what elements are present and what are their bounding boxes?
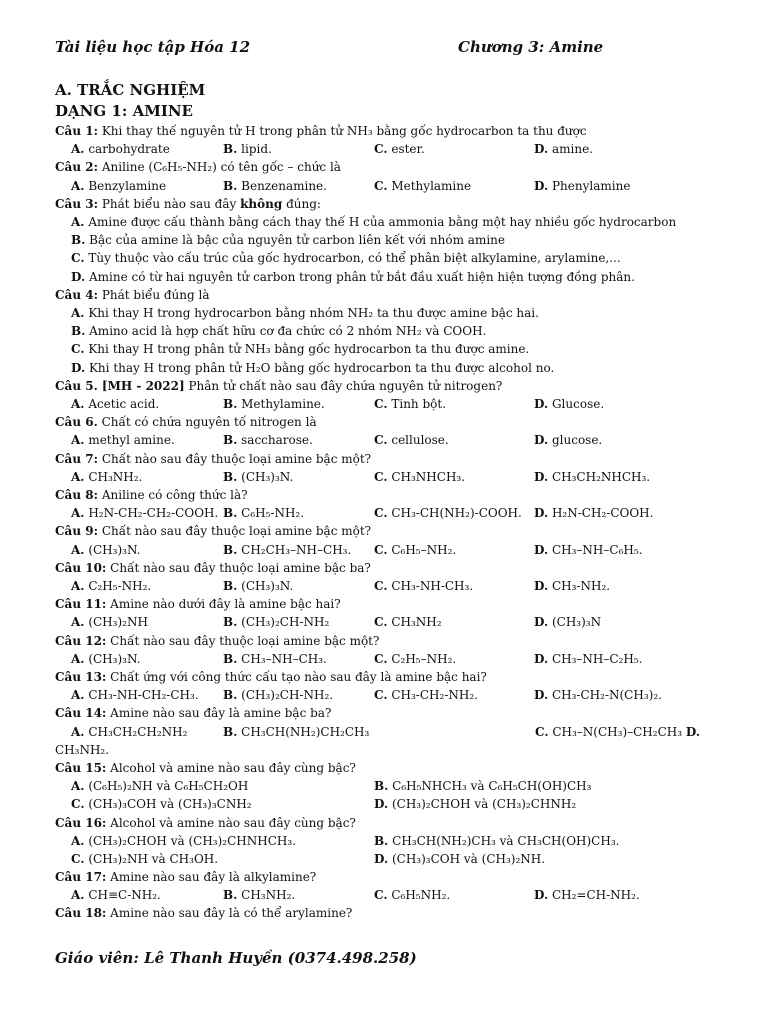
question-stem: [55, 814, 735, 832]
option: [374, 777, 591, 795]
option-text: Phenylamine: [548, 178, 631, 193]
option-text: Amino acid là hợp chất hữu cơ đa chức có 2 nhóm NH₂ và COOH.: [85, 324, 487, 339]
options-row: [55, 832, 735, 850]
option-text: Tinh bột.: [387, 397, 447, 412]
option-text: cellulose.: [387, 433, 449, 448]
statement: [55, 249, 735, 267]
option-text: carbohydrate: [84, 142, 170, 157]
statement: [55, 340, 735, 358]
options-row: [55, 468, 735, 486]
question-stem: [55, 486, 735, 504]
option-letter: C.: [374, 542, 388, 557]
option-letter: D.: [534, 506, 549, 521]
option-text: Benzylamine: [84, 178, 167, 193]
option-letter: A.: [71, 214, 85, 229]
option-letter: B.: [223, 178, 238, 193]
options-row: [55, 613, 735, 631]
option-letter: D.: [534, 433, 549, 448]
option: [374, 650, 456, 668]
question-text-tail: đúng:: [282, 196, 321, 211]
option-letter: A.: [71, 779, 85, 794]
options-row: [55, 723, 735, 741]
question-text: Chất nào sau đây thuộc loại amine bậc một?: [98, 451, 372, 466]
option-letter: B.: [374, 779, 389, 794]
option-letter: A.: [71, 542, 85, 557]
option: [71, 395, 159, 413]
option: [223, 577, 293, 595]
option-letter: A.: [71, 433, 85, 448]
option: [534, 613, 601, 631]
option-letter: B.: [374, 833, 389, 848]
question-text: Chất ứng với công thức cấu tạo nào sau đây là amine bậc hai?: [106, 669, 487, 684]
option-letter: C.: [374, 615, 388, 630]
option-letter: C.: [374, 433, 388, 448]
option: [374, 541, 456, 559]
question-stem: [55, 413, 735, 431]
option: [71, 686, 199, 704]
question-stem: [55, 595, 735, 613]
question-text: Amine nào sau đây là amine bậc ba?: [106, 706, 332, 721]
option: [71, 177, 166, 195]
option-text: C₆H₅NHCH₃ và C₆H₅CH(OH)CH₃: [388, 779, 592, 794]
options-row: [55, 541, 735, 559]
option-letter: A.: [71, 724, 85, 739]
options-row: [55, 577, 735, 595]
option-letter: A.: [71, 142, 85, 157]
question-stem: [55, 559, 735, 577]
option-text: (CH₃)₂CHOH và (CH₃)₂CHNHCH₃.: [84, 833, 296, 848]
option-text: Acetic acid.: [84, 397, 160, 412]
option-letter: B.: [223, 469, 238, 484]
question-text: Aniline (C₆H₅-NH₂) có tên gốc – chức là: [98, 160, 341, 175]
option-letter: B.: [223, 615, 238, 630]
option-letter: A.: [71, 469, 85, 484]
option-text: CH₃NH₂.: [55, 742, 110, 757]
option-letter: B.: [223, 724, 238, 739]
option: [374, 140, 425, 158]
option-letter: B.: [223, 651, 238, 666]
option: [71, 468, 142, 486]
options-row: [55, 504, 735, 522]
option-text: (CH₃)₂NH: [84, 615, 148, 630]
option: [534, 140, 593, 158]
option-letter: A.: [71, 888, 85, 903]
option-text: (CH₃)₃N.: [84, 651, 141, 666]
question-text: Amine nào sau đây là có thể arylamine?: [106, 906, 353, 921]
option-letter: D.: [534, 397, 549, 412]
option: [374, 886, 450, 904]
option: [374, 832, 619, 850]
option-letter: D.: [534, 615, 549, 630]
option-text: Khi thay H trong hydrocarbon bằng nhóm NH₂ ta thu được amine bậc hai.: [84, 306, 539, 320]
option-text: CH₃–NH–CH₃.: [237, 651, 327, 666]
question-stem: [55, 122, 735, 140]
option: [374, 177, 471, 195]
option: [535, 723, 700, 741]
option-letter: C.: [374, 178, 388, 193]
option-text: CH₃–N(CH₃)–CH₂CH₃: [548, 724, 683, 739]
question-text: Phát biểu đúng là: [98, 287, 210, 302]
option-letter: A.: [71, 578, 85, 593]
option: [71, 650, 141, 668]
option-text: (CH₃)₃N.: [237, 469, 294, 484]
option-text: C₂H₅–NH₂.: [387, 651, 457, 666]
option-letter: C.: [374, 888, 388, 903]
question-stem: [55, 450, 735, 468]
option-letter: B.: [223, 142, 238, 157]
question-number: Câu 2:: [55, 160, 99, 175]
option-letter: B.: [71, 324, 86, 339]
question-stem: [55, 377, 735, 395]
option-letter: A.: [71, 651, 85, 666]
option-letter: D.: [374, 851, 389, 866]
option-letter: D.: [534, 178, 549, 193]
question-number: Câu 1:: [55, 124, 99, 138]
option-text: (CH₃)₃N: [548, 615, 602, 630]
question-number: Câu 11:: [55, 597, 107, 612]
option: [223, 723, 369, 741]
option-text: CH₂=CH-NH₂.: [548, 888, 640, 903]
option-text: CH₃NH₂: [387, 615, 442, 630]
option-text: CH₃–NH–C₆H₅.: [548, 542, 643, 557]
option-letter: D.: [71, 269, 86, 284]
option-letter: C.: [374, 506, 388, 521]
option: [223, 613, 329, 631]
question-number: Câu 18:: [55, 906, 107, 921]
question-stem: [55, 868, 735, 886]
option-letter: C.: [374, 397, 388, 412]
option: [374, 686, 478, 704]
option-text: (C₆H₅)₂NH và C₆H₅CH₂OH: [84, 779, 249, 794]
option: [71, 795, 252, 813]
option: [223, 686, 333, 704]
option-letter: D.: [534, 142, 549, 157]
header-left: Tài liệu học tập Hóa 12: [55, 38, 251, 56]
statement: [55, 268, 735, 286]
option-text: Bậc của amine là bậc của nguyên tử carbon liên kết với nhóm amine: [85, 233, 506, 248]
options-row: [55, 850, 735, 868]
option-text: H₂N-CH₂-COOH.: [548, 506, 654, 521]
options-row: [55, 431, 735, 449]
question-number: Câu 4:: [55, 287, 99, 302]
option-text: CH₃CH(NH₂)CH₂CH₃: [237, 724, 370, 739]
option: [71, 777, 248, 795]
option-text: (CH₃)₃COH và (CH₃)₃CNH₂: [84, 797, 252, 812]
option-text: H₂N-CH₂-CH₂-COOH.: [84, 506, 219, 521]
option-text: CH₃–NH–C₂H₅.: [548, 651, 643, 666]
option-text: Methylamine.: [237, 397, 325, 412]
option-letter: D.: [685, 724, 701, 739]
option-text: Amine có từ hai nguyên tử carbon trong phân tử bắt đầu xuất hiện hiện tượng đồng phân.: [85, 269, 635, 284]
option-text: CH₃-NH₂.: [548, 578, 611, 593]
option: [374, 613, 442, 631]
option-letter: B.: [71, 233, 86, 248]
option-text: CH₃CH(NH₂)CH₃ và CH₃CH(OH)CH₃.: [388, 833, 620, 848]
option-letter: B.: [223, 397, 238, 412]
option-text: Benzenamine.: [237, 178, 327, 193]
option: [374, 468, 465, 486]
options-row: [55, 886, 735, 904]
option: [374, 795, 576, 813]
option-text: (CH₃)₂CH-NH₂: [237, 615, 330, 630]
question-text: Amine nào sau đây là alkylamine?: [106, 870, 317, 885]
question-number: Câu 10:: [55, 560, 107, 575]
option: [374, 395, 446, 413]
option-text: Tùy thuộc vào cấu trúc của gốc hydrocarbon, có thể phân biệt alkylamine, arylamine,...: [84, 251, 621, 266]
option-text: (CH₃)₂CH-NH₂.: [237, 688, 334, 703]
statement: [55, 322, 735, 340]
option-letter: C.: [535, 724, 549, 739]
option-letter: A.: [71, 506, 85, 521]
option-text: C₆H₅NH₂.: [387, 888, 451, 903]
option: [534, 541, 642, 559]
option-letter: B.: [223, 542, 238, 557]
question-stem: [55, 522, 735, 540]
question-text: Chất có chứa nguyên tố nitrogen là: [97, 415, 317, 430]
options-row: [55, 177, 735, 195]
option-text: methyl amine.: [84, 433, 175, 448]
option-text: (CH₃)₃N.: [237, 578, 294, 593]
option-letter: C.: [71, 342, 85, 357]
option-text: glucose.: [548, 433, 603, 448]
statement: [55, 359, 735, 377]
question-number: Câu 15:: [55, 760, 107, 775]
option-letter: D.: [534, 469, 549, 484]
option: [534, 686, 662, 704]
section-title: A. TRẮC NGHIỆM: [55, 81, 206, 99]
option-letter: D.: [534, 688, 549, 703]
option-letter: A.: [71, 178, 85, 193]
option: [71, 504, 218, 522]
option-text: (CH₃)₃COH và (CH₃)₂NH.: [388, 851, 546, 866]
option: [71, 577, 151, 595]
question-stem: [55, 759, 735, 777]
option: [223, 177, 327, 195]
option-letter: C.: [71, 797, 85, 812]
question-number: Câu 16:: [55, 815, 107, 830]
option-text: CH₃CH₂NHCH₃.: [548, 469, 651, 484]
option-text: (CH₃)₂NH và CH₃OH.: [84, 851, 219, 866]
option: [71, 613, 148, 631]
option-text: saccharose.: [237, 433, 313, 448]
question-text: Khi thay thế nguyên tử H trong phân tử NH₃ bằng gốc hydrocarbon ta thu được: [98, 124, 587, 138]
options-row: [55, 686, 735, 704]
option: [71, 140, 170, 158]
option-letter: A.: [71, 306, 85, 320]
options-row: [55, 395, 735, 413]
option-letter: C.: [374, 469, 388, 484]
question-text: Phân tử chất nào sau đây chứa nguyên tử nitrogen?: [184, 378, 503, 393]
option-letter: C.: [374, 688, 388, 703]
option-text: CH₃NH₂.: [84, 469, 143, 484]
question-text: Chất nào sau đây thuộc loại amine bậc một?: [106, 633, 380, 648]
question-text: Amine nào dưới đây là amine bậc hai?: [106, 597, 341, 612]
option: [71, 723, 187, 741]
option: [223, 395, 325, 413]
option-letter: D.: [534, 651, 549, 666]
option-text: CH₃-CH₂-NH₂.: [387, 688, 478, 703]
option: [223, 886, 295, 904]
option-text: CH₃-CH(NH₂)-COOH.: [387, 506, 522, 521]
question-stem: [55, 904, 735, 922]
option-letter: C.: [71, 851, 85, 866]
option-text: Khi thay H trong phân tử NH₃ bằng gốc hydrocarbon ta thu được amine.: [84, 342, 530, 357]
question-text: Alcohol và amine nào sau đây cùng bậc?: [106, 815, 356, 830]
option: [71, 832, 296, 850]
option-letter: D.: [534, 578, 549, 593]
option-text: CH₃-NH-CH₂-CH₃.: [84, 688, 199, 703]
option-wrap: [55, 741, 735, 759]
question-number: Câu 14:: [55, 706, 107, 721]
option: [71, 850, 218, 868]
option-text: CH₃NHCH₃.: [387, 469, 466, 484]
option-text: CH₃CH₂CH₂NH₂: [84, 724, 188, 739]
option-text: CH₃NH₂.: [237, 888, 296, 903]
question-text: Chất nào sau đây thuộc loại amine bậc ba?: [106, 560, 371, 575]
option-text: CH≡C-NH₂.: [84, 888, 161, 903]
option: [374, 577, 473, 595]
option: [534, 468, 650, 486]
question-number: Câu 12:: [55, 633, 107, 648]
question-number: Câu 7:: [55, 451, 99, 466]
options-row: [55, 777, 735, 795]
option-letter: C.: [374, 651, 388, 666]
statement: [55, 304, 735, 322]
option: [534, 395, 604, 413]
option: [71, 541, 141, 559]
option-text: (CH₃)₃N.: [84, 542, 141, 557]
option-text: CH₃-CH₂-N(CH₃)₂.: [548, 688, 662, 703]
option-text: lipid.: [237, 142, 272, 157]
option: [534, 886, 640, 904]
option-text: amine.: [548, 142, 593, 157]
header-right: Chương 3: Amine: [458, 38, 604, 56]
option-letter: D.: [374, 797, 389, 812]
questions-list: [55, 122, 735, 923]
option: [71, 431, 175, 449]
question-stem: [55, 158, 735, 176]
option-letter: A.: [71, 615, 85, 630]
option: [534, 431, 602, 449]
question-stem: [55, 668, 735, 686]
option-text: C₆H₅-NH₂.: [237, 506, 305, 521]
question-stem: [55, 195, 735, 213]
option-letter: D.: [534, 888, 549, 903]
option-letter: B.: [223, 506, 238, 521]
option-text: Amine được cấu thành bằng cách thay thế H của ammonia bằng một hay nhiều gốc hydrocarbon: [84, 214, 677, 229]
option: [71, 886, 161, 904]
option-letter: B.: [223, 578, 238, 593]
option-letter: D.: [534, 542, 549, 557]
question-emphasis: không: [240, 196, 283, 211]
option-letter: C.: [374, 142, 388, 157]
option: [534, 177, 630, 195]
question-stem: [55, 286, 735, 304]
option: [223, 650, 327, 668]
option-letter: C.: [374, 578, 388, 593]
option-letter: B.: [223, 688, 238, 703]
options-row: [55, 650, 735, 668]
question-text: Phát biểu nào sau đây: [98, 196, 241, 211]
option-text: Methylamine: [387, 178, 472, 193]
question-number: Câu 5. [MH - 2022]: [55, 378, 185, 393]
option-letter: A.: [71, 688, 85, 703]
option-text: Glucose.: [548, 397, 605, 412]
question-number: Câu 6.: [55, 415, 98, 430]
question-number: Câu 9:: [55, 524, 99, 539]
option-text: Khi thay H trong phân tử H₂O bằng gốc hydrocarbon ta thu được alcohol no.: [85, 360, 555, 375]
option-letter: A.: [71, 397, 85, 412]
option: [223, 541, 351, 559]
option: [223, 468, 293, 486]
option: [534, 577, 610, 595]
option: [374, 504, 522, 522]
option-text: C₂H₅-NH₂.: [84, 578, 152, 593]
subsection-title: DẠNG 1: AMINE: [55, 102, 193, 120]
option: [223, 431, 313, 449]
question-number: Câu 3:: [55, 196, 99, 211]
options-row: [55, 795, 735, 813]
statement: [55, 231, 735, 249]
option-letter: B.: [223, 888, 238, 903]
question-text: Aniline có công thức là?: [98, 487, 248, 502]
option-letter: B.: [223, 433, 238, 448]
option-text: ester.: [387, 142, 425, 157]
question-number: Câu 8:: [55, 487, 99, 502]
option-letter: A.: [71, 833, 85, 848]
option: [534, 504, 653, 522]
question-stem: [55, 632, 735, 650]
question-text: Chất nào sau đây thuộc loại amine bậc một?: [98, 524, 372, 539]
option-letter: D.: [71, 360, 86, 375]
option: [374, 850, 545, 868]
options-row: [55, 140, 735, 158]
question-stem: [55, 704, 735, 722]
question-number: Câu 17:: [55, 870, 107, 885]
question-number: Câu 13:: [55, 669, 107, 684]
option: [223, 140, 272, 158]
option-text: C₆H₅–NH₂.: [387, 542, 457, 557]
option-text: CH₃-NH-CH₃.: [387, 578, 474, 593]
statement: [55, 213, 735, 231]
footer-teacher: Giáo viên: Lê Thanh Huyền (0374.498.258): [55, 949, 417, 967]
option: [534, 650, 642, 668]
option-text: (CH₃)₂CHOH và (CH₃)₂CHNH₂: [388, 797, 577, 812]
option-text: CH₂CH₃–NH–CH₃.: [237, 542, 352, 557]
question-text: Alcohol và amine nào sau đây cùng bậc?: [106, 760, 356, 775]
option: [374, 431, 449, 449]
option: [223, 504, 304, 522]
option-letter: C.: [71, 251, 85, 266]
